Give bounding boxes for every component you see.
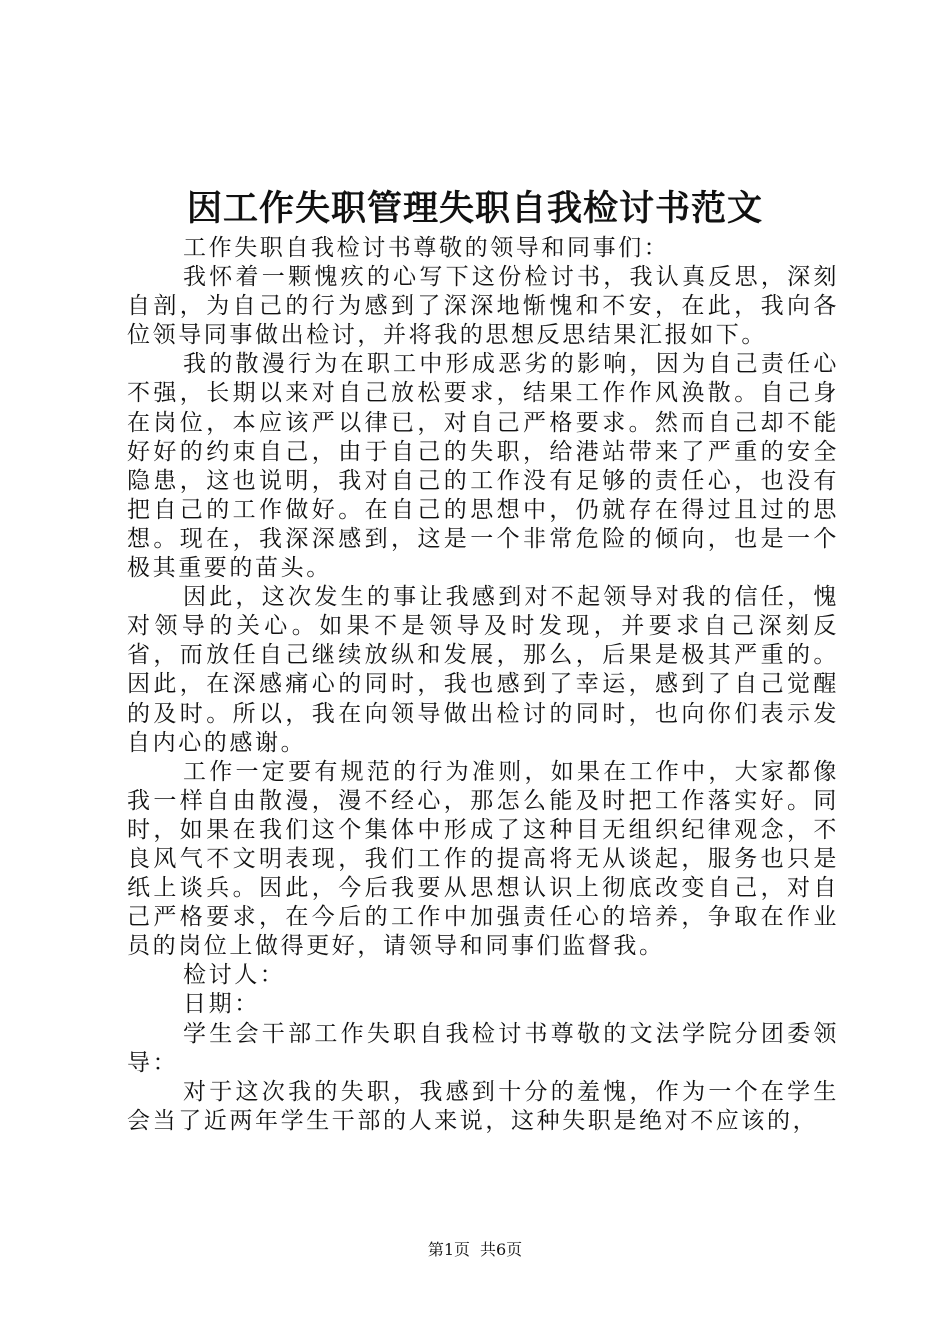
page-number: 第1页 <box>427 1240 470 1259</box>
date-line: 日期： <box>183 991 260 1018</box>
page-footer <box>0 1240 950 1260</box>
document-body <box>127 234 839 1136</box>
paragraph: 我的散漫行为在职工中形成恶劣的影响，因为自己责任心不强，长期以来对自己放松要求，结果工作作风涣散。自己身在岗位，本应该严以律已，对自己严格要求。然而自己却不能好好的约束自己，由于自己的失职，给港站带来了严重的安全隐患，这也说明，我对自己的工作没有足够的责任心，也没有把自己的工作做好。在自己的思想中，仍就存在得过且过的思想。现在，我深深感到，这是一个非常危险的倾向，也是一个极其重要的苗头。 <box>127 351 839 582</box>
paragraph: 我怀着一颗愧疚的心写下这份检讨书，我认真反思，深刻自剖，为自己的行为感到了深深地惭愧和不安，在此，我向各位领导同事做出检讨，并将我的思想反思结果汇报如下。 <box>127 264 839 349</box>
paragraph-salutation: 工作失职自我检讨书尊敬的领导和同事们： <box>183 235 670 261</box>
paragraph: 对于这次我的失职，我感到十分的羞愧，作为一个在学生会当了近两年学生干部的人来说，这种失职是绝对不应该的， <box>127 1078 839 1134</box>
paragraph: 工作一定要有规范的行为准则，如果在工作中，大家都像我一样自由散漫，漫不经心，那怎么能及时把工作落实好。同时，如果在我们这个集体中形成了这种目无组织纪律观念，不良风气不文明表现，我们工作的提高将无从谈起，服务也只是纸上谈兵。因此，今后我要从思想认识上彻底改变自己，对自己严格要求，在今后的工作中加强责任心的培养，争取在作业员的岗位上做得更好，请领导和同事们监督我。 <box>127 758 839 960</box>
page-title: 因工作失职管理失职自我检讨书范文 <box>186 188 763 229</box>
page-total: 共6页 <box>480 1240 523 1259</box>
paragraph: 因此，这次发生的事让我感到对不起领导对我的信任，愧对领导的关心。如果不是领导及时发现，并要求自己深刻反省，而放任自己继续放纵和发展，那么，后果是极其严重的。因此，在深感痛心的同时，我也感到了幸运，感到了自己觉醒的及时。所以，我在向领导做出检讨的同时，也向你们表示发自内心的感谢。 <box>127 584 839 756</box>
signature-line: 检讨人： <box>183 962 286 989</box>
paragraph-second-title: 学生会干部工作失职自我检讨书尊敬的文法学院分团委领导： <box>127 1020 839 1076</box>
